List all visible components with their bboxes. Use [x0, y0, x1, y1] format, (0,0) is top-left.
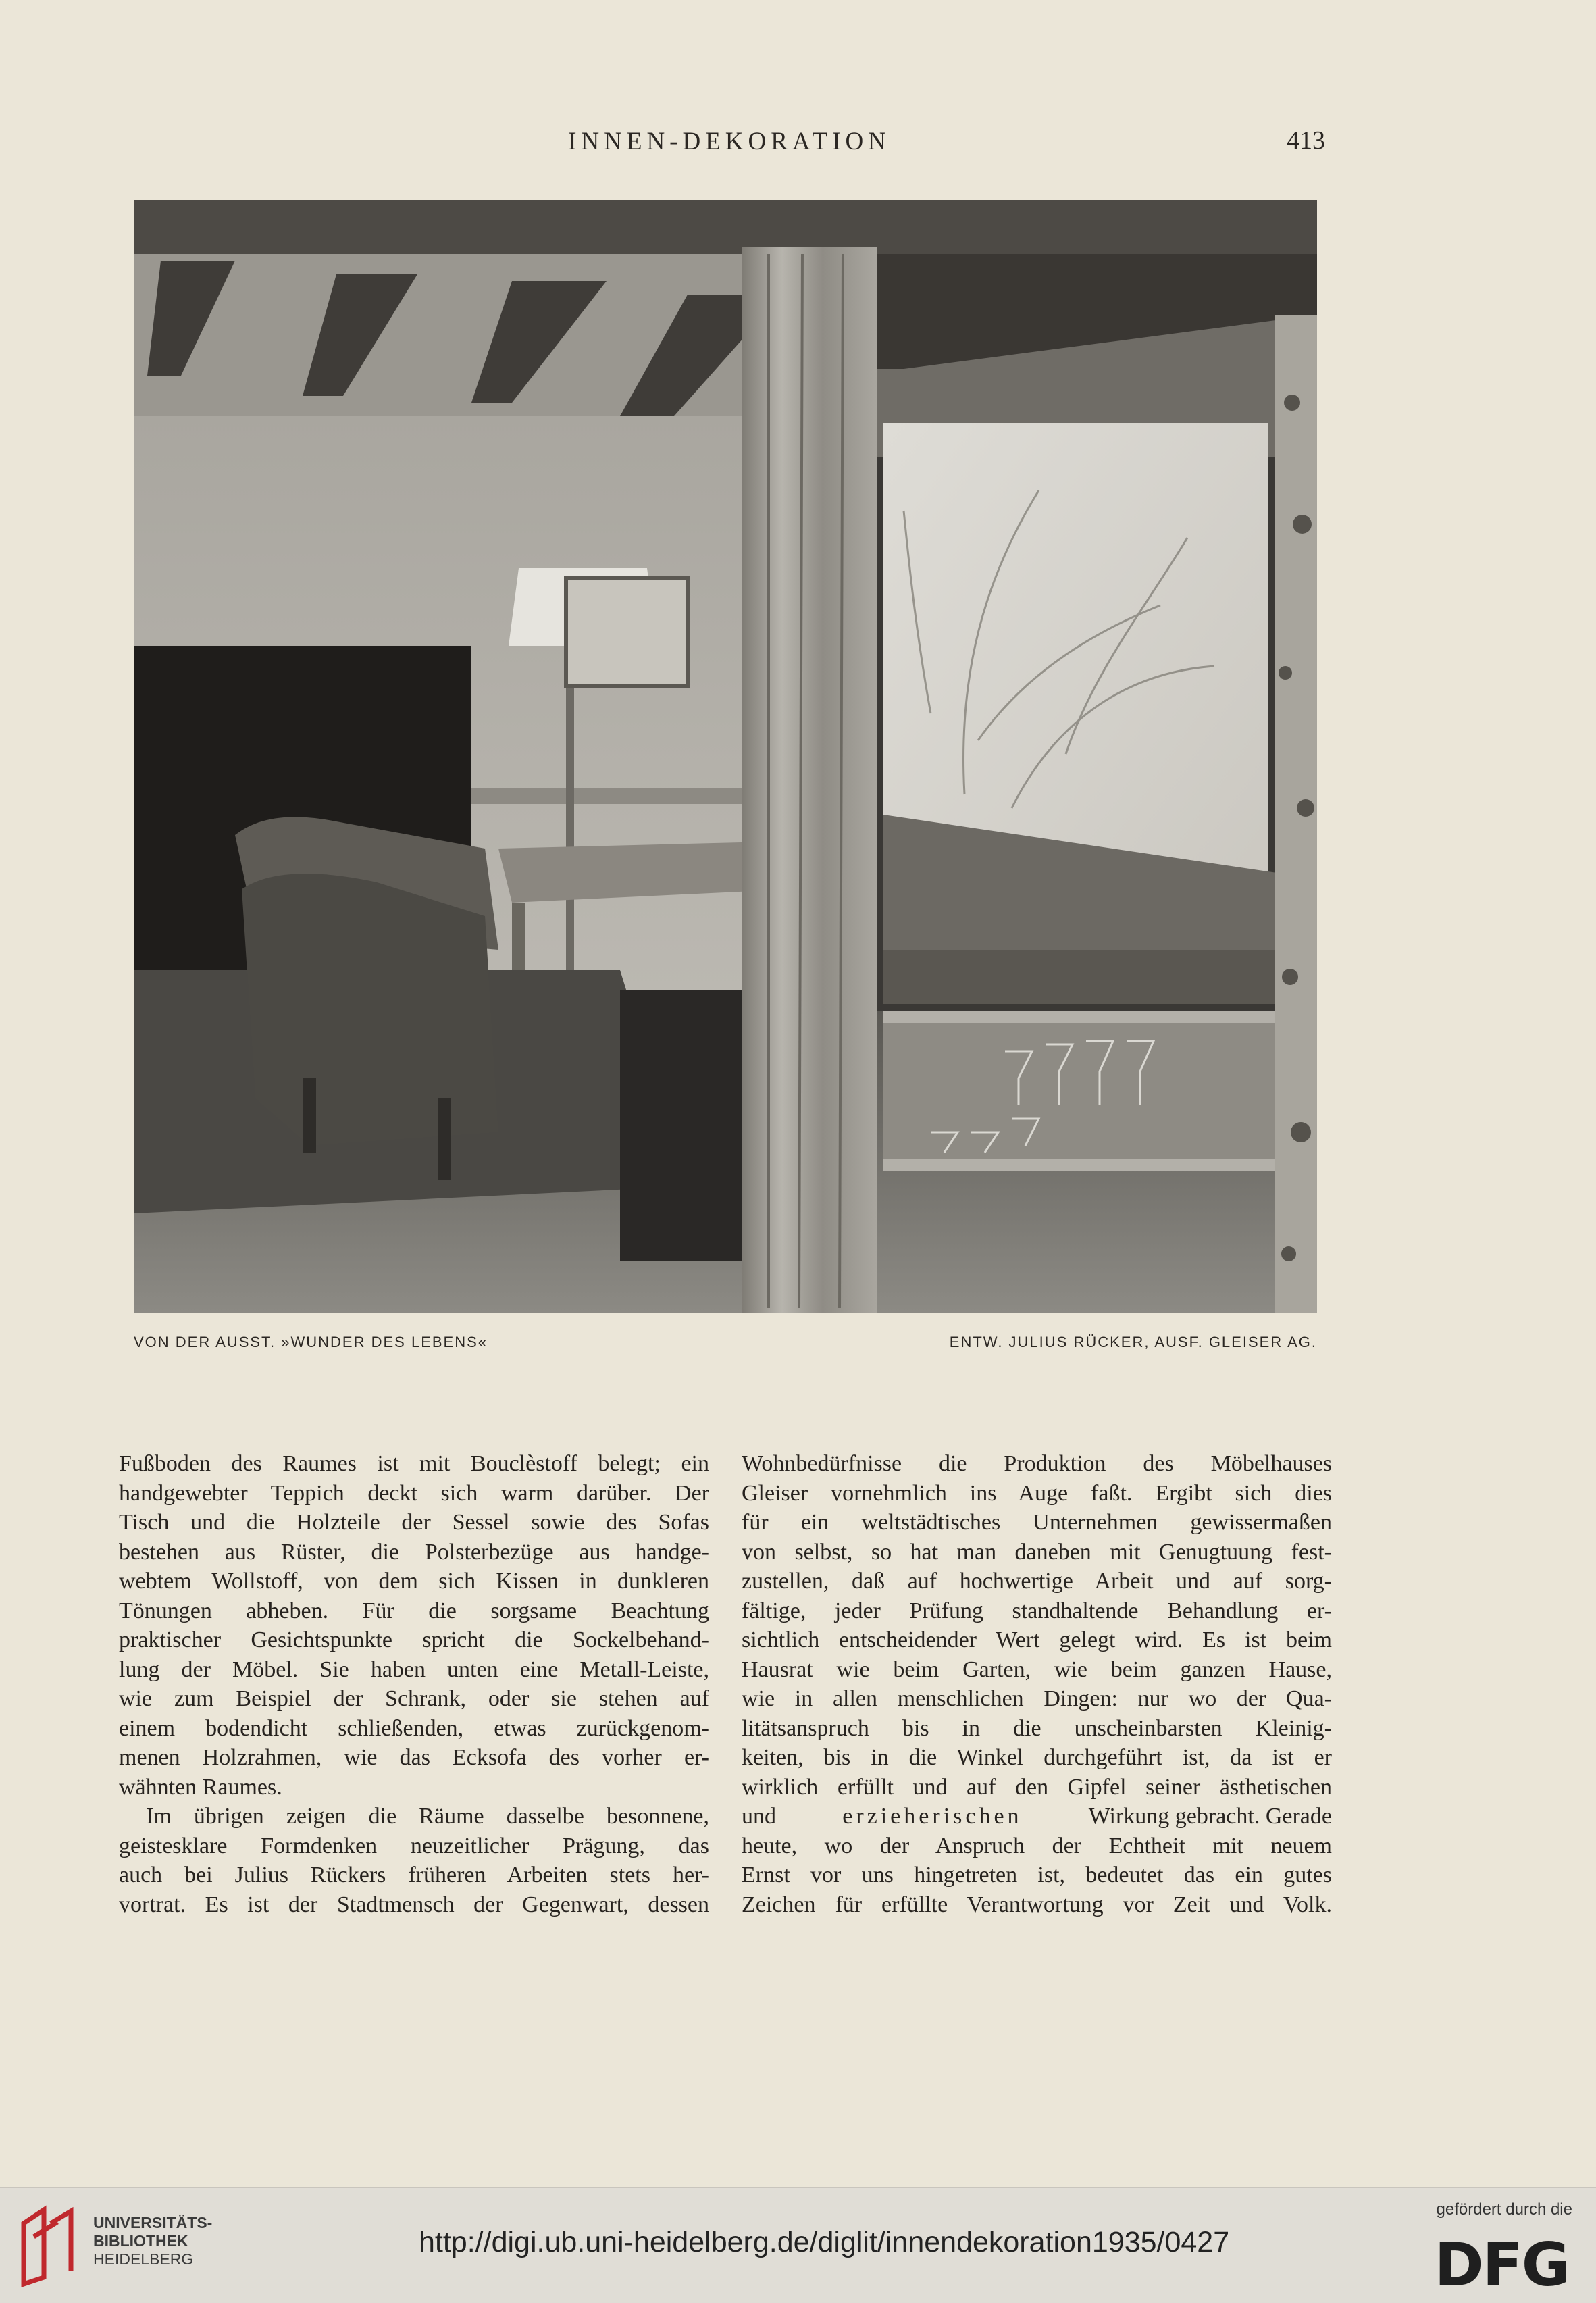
text-word-emphasis: erzieherischen	[842, 1804, 1023, 1829]
digitization-footer	[0, 2187, 1596, 2303]
text-line: vortrat. Es ist der Stadtmensch der Gegenwart, dessen	[119, 1892, 709, 1917]
text-line: Im übrigen zeigen die Räume dasselbe besonnene,	[146, 1804, 709, 1829]
caption-right: ENTW. JULIUS RÜCKER, AUSF. GLEISER AG.	[949, 1334, 1317, 1350]
text-line: Hausrat wie beim Garten, wie beim ganzen Hause,	[742, 1656, 1332, 1682]
text-line: Tisch und die Holzteile der Sessel sowie des Sofas	[119, 1510, 709, 1535]
page-number: 413	[1287, 126, 1325, 155]
text-word: Wirkung gebracht. Gerade	[1088, 1804, 1332, 1829]
text-line: für ein weltstädtisches Unternehmen gewissermaßen	[742, 1510, 1332, 1535]
text-line: einem bodendicht schließenden, etwas zurückgenom-	[119, 1715, 709, 1741]
text-word: und	[742, 1804, 776, 1829]
caption-left: VON DER AUSST. »WUNDER DES LEBENS«	[134, 1334, 488, 1350]
body-column-right	[742, 1449, 1332, 1919]
wall-picture	[566, 578, 688, 686]
funded-by-text: gefördert durch die	[1436, 2200, 1572, 2219]
text-line: praktischer Gesichtspunkte spricht die Sockelbehand-	[119, 1627, 709, 1652]
text-line: Fußboden des Raumes ist mit Bouclèstoff belegt; ein	[119, 1451, 709, 1476]
library-logo-icon	[17, 2203, 84, 2287]
text-line: menen Holzrahmen, wie das Ecksofa des vorher er-	[119, 1745, 709, 1770]
shelf	[471, 788, 769, 804]
main-beam	[134, 200, 1317, 254]
text-line: keiten, bis in die Winkel durchgeführt ist, da ist er	[742, 1745, 1332, 1770]
text-line: litätsanspruch bis in die unscheinbarsten Kleinig-	[742, 1715, 1332, 1741]
text-line: wähnten Raumes.	[119, 1774, 282, 1800]
text-line: Ernst vor uns hingetreten ist, bedeutet das ein gutes	[742, 1863, 1332, 1888]
permalink-url[interactable]: http://digi.ub.uni-heidelberg.de/diglit/innendekoration1935/0427	[419, 2226, 1230, 2258]
text-line: wie zum Beispiel der Schrank, oder sie stehen auf	[119, 1686, 709, 1711]
text-line: von selbst, so hat man daneben mit Genugtuung fest-	[742, 1539, 1332, 1565]
library-line-2: BIBLIOTHEK	[93, 2232, 188, 2250]
text-line: heute, wo der Anspruch der Echtheit mit neuem	[742, 1833, 1332, 1858]
text-line: Zeichen für erfüllte Verantwortung vor Zeit und Volk.	[742, 1892, 1332, 1917]
text-line: bestehen aus Rüster, die Polsterbezüge aus handge-	[119, 1539, 709, 1565]
text-line: wirklich erfüllt und auf den Gipfel seiner ästhetischen	[742, 1774, 1332, 1800]
text-line-spaced	[742, 1802, 1332, 1831]
curtain	[742, 247, 877, 1313]
text-line: Gleiser vornehmlich ins Auge faßt. Ergibt sich dies	[742, 1480, 1332, 1506]
text-line: zustellen, daß auf hochwertige Arbeit und auf sorg-	[742, 1569, 1332, 1594]
interior-photo	[134, 200, 1317, 1313]
text-line: lung der Möbel. Sie haben unten eine Metall-Leiste,	[119, 1656, 709, 1682]
library-line-3: HEIDELBERG	[93, 2250, 194, 2268]
text-line: sichtlich entscheidender Wert gelegt wird. Es ist beim	[742, 1627, 1332, 1652]
text-line: fältige, jeder Prüfung standhaltende Behandlung er-	[742, 1598, 1332, 1623]
running-header: INNEN-DEKORATION	[568, 128, 891, 155]
text-line: Wohnbedürfnisse die Produktion des Möbelhauses	[742, 1451, 1332, 1476]
glass-shelves	[883, 1011, 1289, 1171]
text-line: webtem Wollstoff, von dem sich Kissen in dunkleren	[119, 1569, 709, 1594]
text-line: auch bei Julius Rückers früheren Arbeiten stets her-	[119, 1863, 709, 1888]
body-column-left	[119, 1449, 709, 1919]
library-name	[93, 2214, 212, 2269]
text-line: wie in allen menschlichen Dingen: nur wo der Qua-	[742, 1686, 1332, 1711]
text-line: handgewebter Teppich deckt sich warm darüber. Der	[119, 1480, 709, 1506]
library-line-1: UNIVERSITÄTS-	[93, 2214, 213, 2231]
text-line: Tönungen abheben. Für die sorgsame Beachtung	[119, 1598, 709, 1623]
dfg-logo: DFG	[1434, 2230, 1569, 2300]
text-line: geistesklare Formdenken neuzeitlicher Prägung, das	[119, 1833, 709, 1858]
